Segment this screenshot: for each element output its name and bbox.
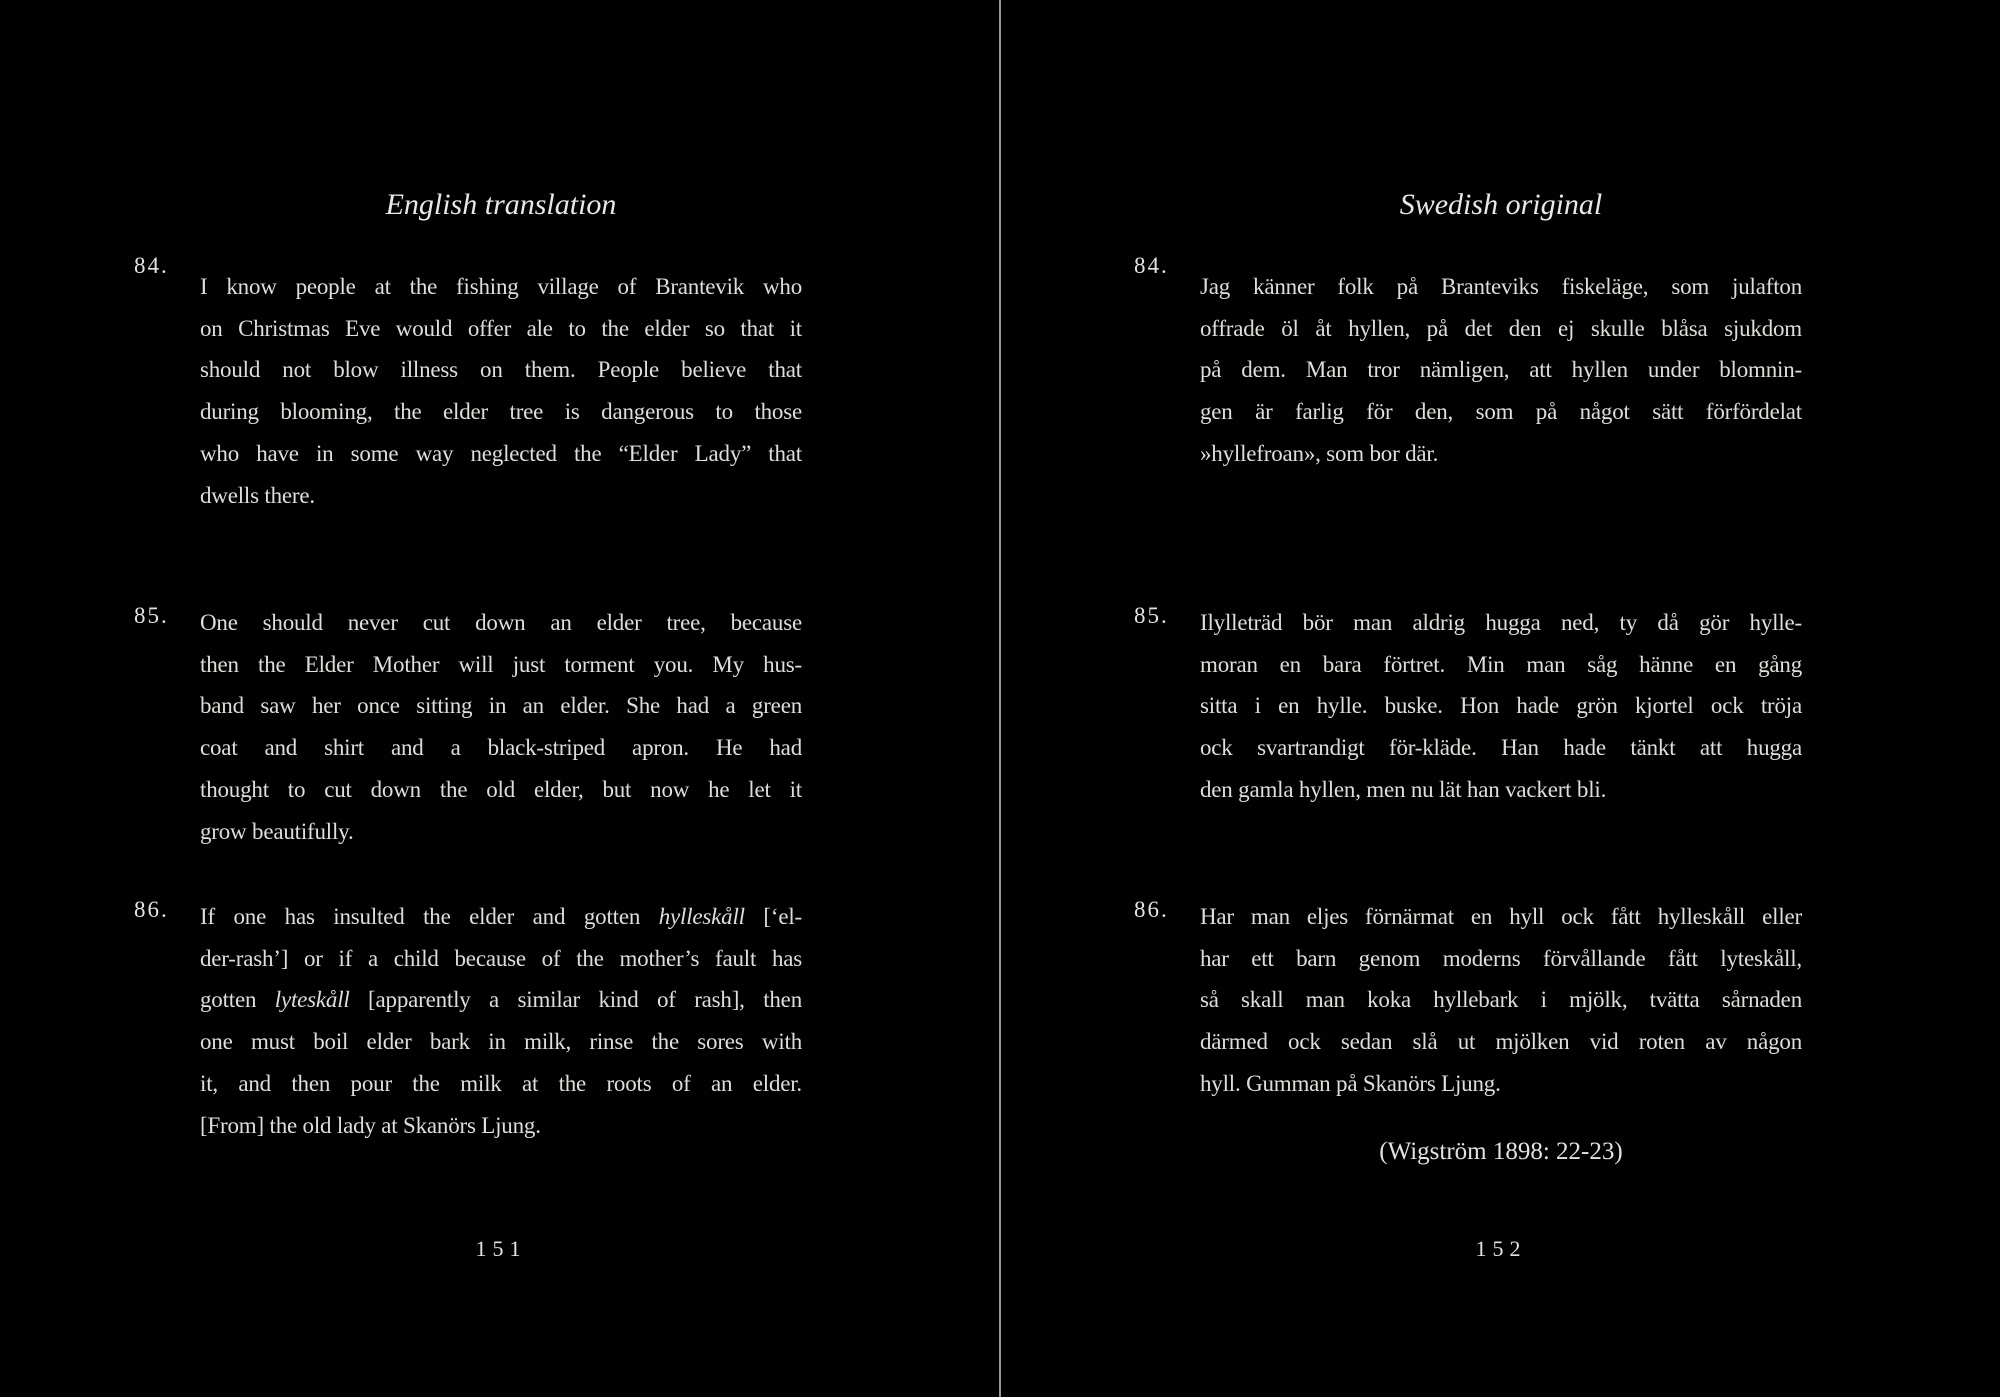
text-line: dwells there.	[200, 482, 315, 508]
paragraph-text	[200, 896, 802, 1146]
text-line: One should never cut down an elder tree, because	[200, 610, 802, 635]
paragraph-86-en	[134, 896, 802, 1146]
text-line: it, and then pour the milk at the roots of an elder.	[200, 1070, 802, 1096]
text-line: har ett barn genom moderns förvållande fått lyteskåll,	[1200, 945, 1802, 971]
text-line: coat and shirt and a black-striped apron. He had	[200, 735, 802, 761]
text-line: grow beautifully.	[200, 818, 354, 844]
text-line: Jag känner folk på Branteviks fiskeläge, som julafton	[1200, 274, 1802, 299]
paragraph-84-en	[134, 253, 802, 516]
paragraph-number: 85.	[134, 603, 169, 628]
text-line: därmed ock sedan slå ut mjölken vid roten av någon	[1200, 1029, 1802, 1055]
text-line: then the Elder Mother will just torment you. My hus-	[200, 651, 802, 677]
paragraph-number: 84.	[134, 253, 169, 278]
text-line: Har man eljes förnärmat en hyll ock fått hylleskåll eller	[1200, 904, 1802, 929]
paragraph-text	[200, 266, 802, 516]
page-number-152: 152	[1475, 1236, 1527, 1261]
paragraph-text	[1200, 602, 1802, 811]
text-line: who have in some way neglected the “Elder Lady” that	[200, 440, 802, 466]
text-line: på dem. Man tror nämligen, att hyllen under blomnin-	[1200, 357, 1802, 383]
page-heading-english: English translation	[385, 188, 617, 221]
text-line: offrade öl åt hyllen, på det den ej skulle blåsa sjukdom	[1200, 315, 1802, 341]
text-line: during blooming, the elder tree is dangerous to those	[200, 399, 802, 425]
page-divider-line	[999, 0, 1001, 1397]
text-line: one must boil elder bark in milk, rinse the sores with	[200, 1029, 802, 1055]
paragraph-85-en	[134, 602, 802, 852]
paragraph-84-sv	[1134, 253, 1802, 475]
text-line: gotten lyteskåll [apparently a similar kind of rash], then	[200, 987, 802, 1013]
text-line: I know people at the fishing village of Brantevik who	[200, 274, 802, 299]
text-line: If one has insulted the elder and gotten hylleskåll [‘el-	[200, 904, 802, 929]
text-line: on Christmas Eve would offer ale to the elder so that it	[200, 315, 802, 341]
text-line: should not blow illness on them. People believe that	[200, 357, 802, 383]
paragraph-86-sv	[1134, 896, 1802, 1105]
text-line: den gamla hyllen, men nu lät han vackert bli.	[1200, 776, 1607, 802]
text-line: moran en bara förtret. Min man såg hänne en gång	[1200, 651, 1802, 677]
page-heading-swedish: Swedish original	[1399, 188, 1603, 221]
text-line: [From] the old lady at Skanörs Ljung.	[200, 1112, 541, 1138]
page-right	[1000, 0, 2000, 1397]
paragraph-text	[1200, 266, 1802, 475]
paragraph-number: 86.	[134, 897, 169, 922]
text-line: hyll. Gumman på Skanörs Ljung.	[1200, 1070, 1501, 1096]
paragraph-number: 84.	[1134, 253, 1169, 278]
source-citation: (Wigström 1898: 22-23)	[1379, 1138, 1623, 1165]
text-line: band saw her once sitting in an elder. She had a green	[200, 693, 802, 719]
text-line: gen är farlig för den, som på något sätt förfördelat	[1200, 399, 1802, 425]
text-line: thought to cut down the old elder, but now he let it	[200, 776, 802, 802]
text-line: der-rash’] or if a child because of the mother’s fault has	[200, 945, 802, 971]
text-line: Ilylleträd bör man aldrig hugga ned, ty då gör hylle-	[1200, 610, 1802, 635]
paragraph-number: 85.	[1134, 603, 1169, 628]
text-line: »hyllefroan», som bor där.	[1200, 440, 1439, 466]
text-line: ock svartrandigt för-kläde. Han hade tänkt att hugga	[1200, 735, 1802, 761]
page-number-151: 151	[475, 1236, 527, 1261]
paragraph-85-sv	[1134, 602, 1802, 811]
text-line: sitta i en hylle. buske. Hon hade grön kjortel ock tröja	[1200, 693, 1802, 719]
paragraph-text	[200, 602, 802, 852]
text-line: så skall man koka hyllebark i mjölk, tvätta sårnaden	[1200, 987, 1802, 1013]
paragraph-number: 86.	[1134, 897, 1169, 922]
paragraph-text	[1200, 896, 1802, 1105]
